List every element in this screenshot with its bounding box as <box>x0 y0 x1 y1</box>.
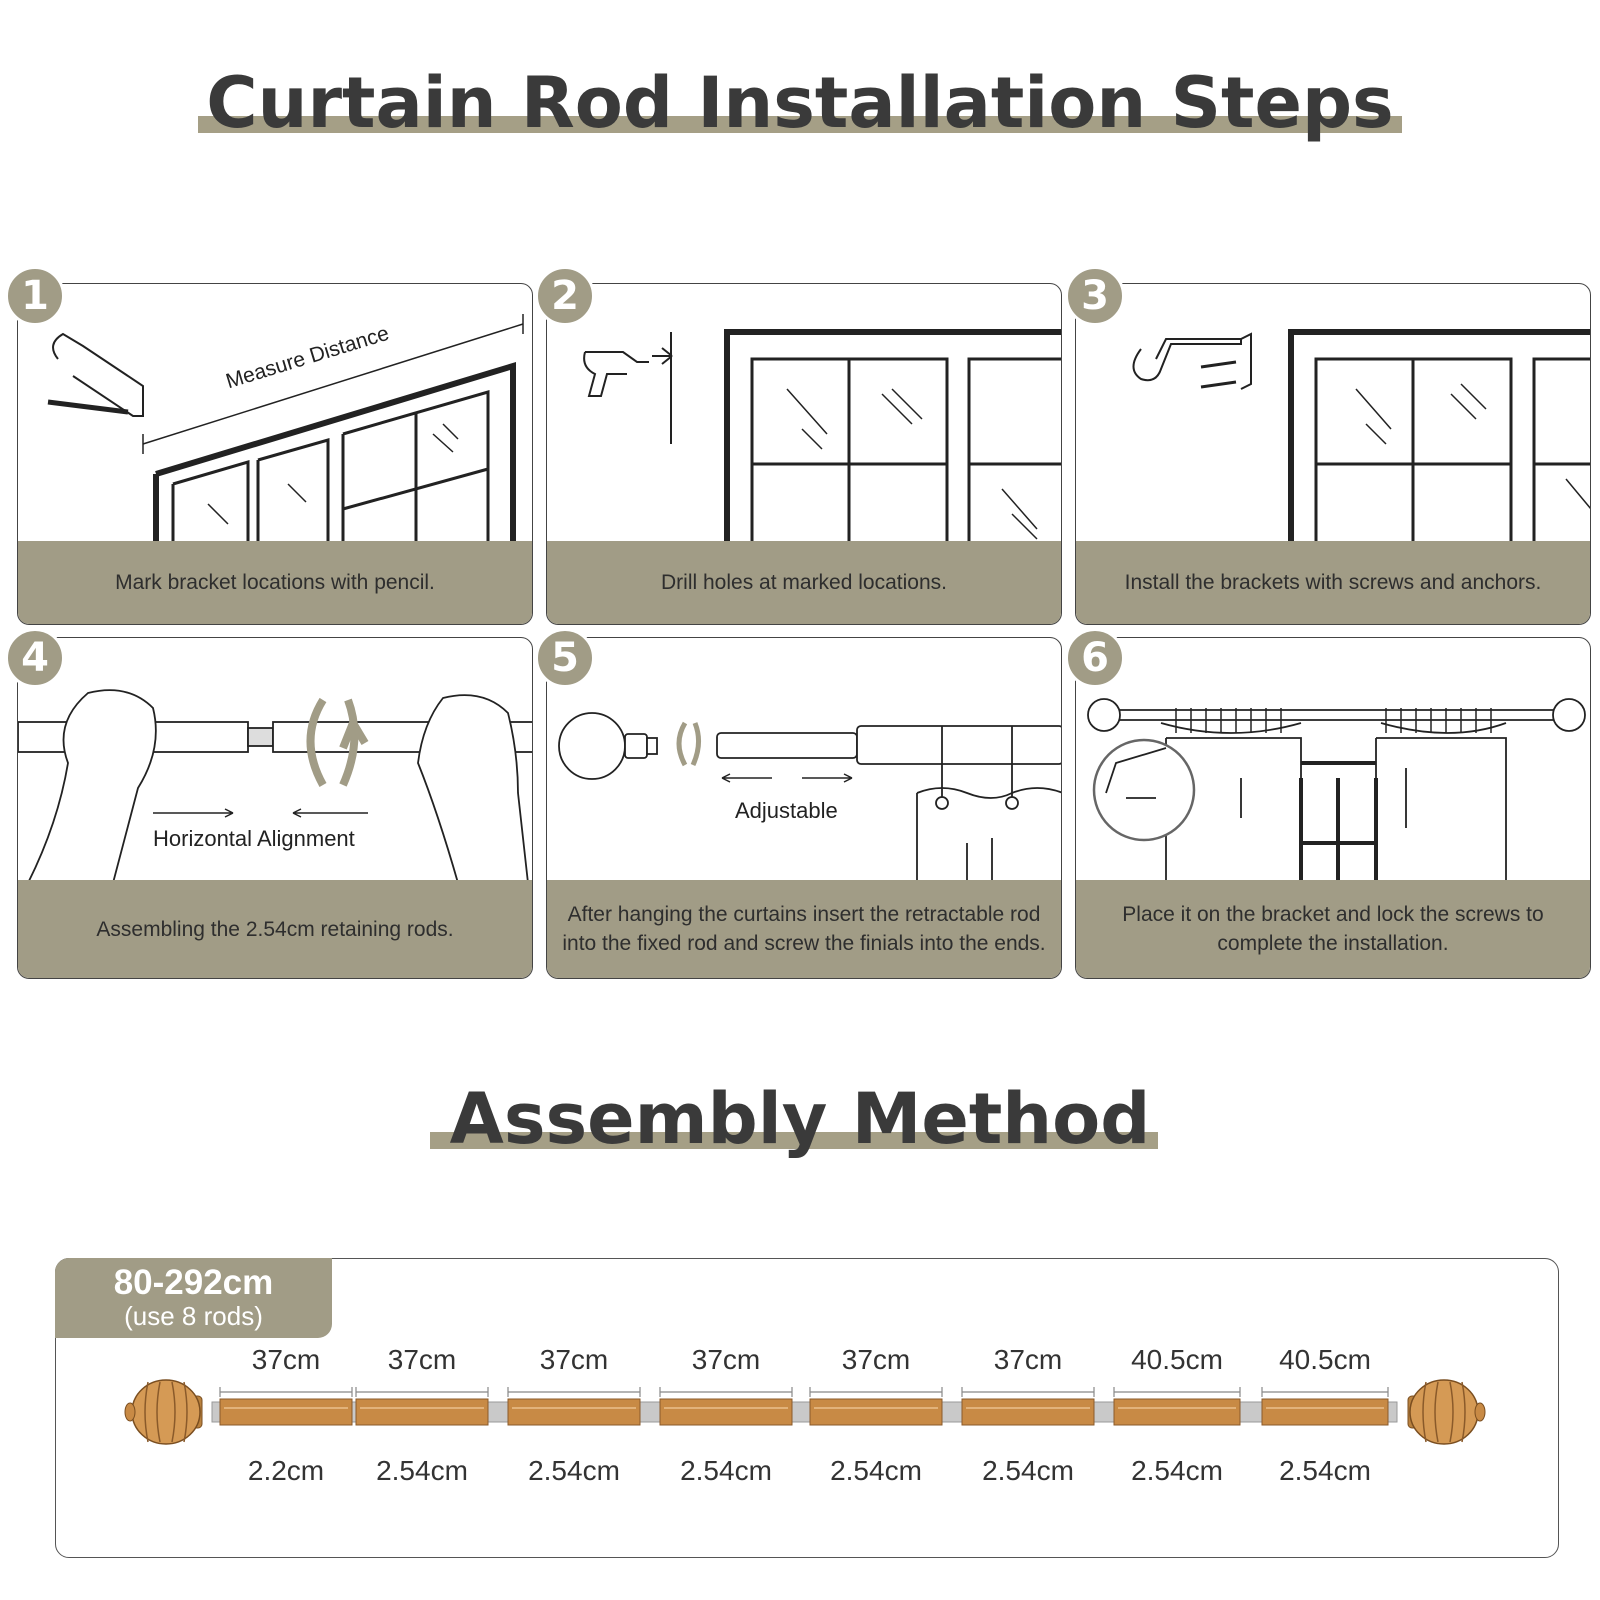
segment-diameter-label: 2.54cm <box>1131 1455 1223 1486</box>
segment-length-label: 37cm <box>691 1344 761 1375</box>
segment-length-label: 37cm <box>993 1344 1063 1375</box>
segment-diameter-label: 2.54cm <box>528 1455 620 1486</box>
step-5-caption: After hanging the curtains insert the retractable rod into the fixed rod and screw the finials into the ends. <box>547 880 1061 978</box>
segment-length-label: 37cm <box>841 1344 911 1375</box>
step-panel-4 <box>17 637 533 979</box>
segment-diameter-label: 2.54cm <box>680 1455 772 1486</box>
step-panel-6 <box>1075 637 1591 979</box>
step-2-illustration <box>547 284 1061 544</box>
segment-diameter-label: 2.54cm <box>376 1455 468 1486</box>
page-title <box>0 62 1600 144</box>
segment-diameter-label: 2.54cm <box>830 1455 922 1486</box>
segment-length-label: 37cm <box>387 1344 457 1375</box>
segment-diameter-label: 2.2cm <box>247 1455 325 1486</box>
rod-count-note: (use 8 rods) <box>124 1301 263 1331</box>
measure-distance-label: Measure Distance <box>223 321 392 394</box>
step-6-illustration <box>1076 638 1590 883</box>
segment-length-label: 40.5cm <box>1279 1344 1371 1375</box>
step-2-caption: Drill holes at marked locations. <box>547 541 1061 624</box>
length-range: 80-292cm <box>113 1263 274 1302</box>
segment-length-label: 37cm <box>539 1344 609 1375</box>
step-1-illustration <box>18 284 532 544</box>
step-badge-1: 1 <box>5 266 65 326</box>
step-4-caption: Assembling the 2.54cm retaining rods. <box>18 880 532 978</box>
segment-length-label: 40.5cm <box>1131 1344 1223 1375</box>
step-panel-1 <box>17 283 533 625</box>
step-panel-3 <box>1075 283 1591 625</box>
segment-diameter-label: 2.54cm <box>982 1455 1074 1486</box>
step-1-caption: Mark bracket locations with pencil. <box>18 541 532 624</box>
segment-diameter-label: 2.54cm <box>1279 1455 1371 1486</box>
step-badge-5: 5 <box>535 628 595 688</box>
assembly-title <box>0 1078 1600 1160</box>
page-title-text: Curtain Rod Installation Steps <box>206 62 1394 144</box>
step-badge-6: 6 <box>1065 628 1125 688</box>
step-3-illustration <box>1076 284 1590 544</box>
length-range-tag <box>55 1258 332 1338</box>
step-6-caption: Place it on the bracket and lock the screws to complete the installation. <box>1076 880 1590 978</box>
segment-length-label: 37cm <box>251 1344 321 1375</box>
step-panel-2 <box>546 283 1062 625</box>
step-5-illustration <box>547 638 1061 883</box>
horizontal-alignment-label: Horizontal Alignment <box>153 826 355 851</box>
step-badge-2: 2 <box>535 266 595 326</box>
step-badge-3: 3 <box>1065 266 1125 326</box>
assembly-title-text: Assembly Method <box>449 1078 1151 1160</box>
step-3-caption: Install the brackets with screws and anchors. <box>1076 541 1590 624</box>
adjustable-label: Adjustable <box>735 798 838 823</box>
step-panel-5 <box>546 637 1062 979</box>
step-badge-4: 4 <box>5 628 65 688</box>
